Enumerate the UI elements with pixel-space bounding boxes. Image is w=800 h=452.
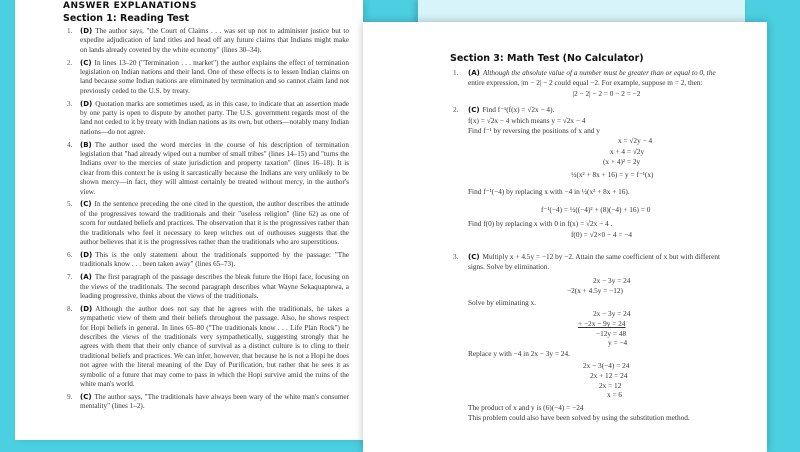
explanation-line: The product of x and y is (6)(−4) = −24 <box>468 402 584 412</box>
answer-choice: (C) <box>80 200 92 209</box>
item-number: 2. <box>67 58 73 67</box>
item-number: 9. <box>67 392 73 401</box>
answer-item <box>67 100 349 138</box>
answer-item <box>67 393 349 412</box>
equation: −12y = 48 <box>596 328 627 338</box>
explanation <box>80 393 349 412</box>
item-number: 5. <box>67 200 73 209</box>
explanation-text: The first paragraph of the passage describes the bleak future the Hopi face, focusing on the views of the traditionals. The second paragraph describes what Wayne Sekaquaptewa, a leading progressive, thinks about the views of the traditionals. <box>80 273 349 300</box>
explanation-text: This is the only statement about the traditionals supported by the passage: "The traditionals know . . . been taken away" (lines 65–73). <box>80 250 349 269</box>
item-number: 4. <box>67 140 73 149</box>
equation: f(0) = √2×0 − 4 = −4 <box>571 229 633 239</box>
equation: + −2x − 9y = 24 <box>578 319 626 329</box>
item-number: 3. <box>67 99 73 108</box>
answer-choice: (C) <box>468 252 480 261</box>
answer-choice: (B) <box>80 140 92 149</box>
answer-2 <box>453 105 745 115</box>
explanation-text: The author used the word mercies in the course of his description of termination legislation that "had already wiped out a number of small tribes" (lines 14–15) and "turns the Indians over to the mercies of state jurisdiction and property taxation" (lines 16–18). It is clear from this context he is using it sarcastically because the Indians are very unlikely to be shown mercy—in fact, they will almost certainly be treated without mercy, in the author's view. <box>80 140 349 196</box>
equation: 2x + 12 = 24 <box>590 371 628 381</box>
answer-item <box>67 27 349 55</box>
equation: f⁻¹(−4) = ½((−4)² + (8)(−4) + 16) = 0 <box>541 204 651 214</box>
answer-choice: (D) <box>80 304 93 313</box>
explanation-line: signs. Solve by elimination. <box>468 262 550 272</box>
explanation-line: Find f(0) by replacing x with 0 in f(x) = √2x − 4 . <box>468 218 613 228</box>
answer-choice: (D) <box>80 27 93 35</box>
explanation <box>80 251 349 270</box>
equation: x + 4 = √2y <box>610 146 645 156</box>
section-heading: Section 3: Math Test (No Calculator) <box>450 53 644 64</box>
equation: |2 − 2| − 2 = 0 − 2 = −2 <box>572 88 641 98</box>
explanation <box>80 100 349 138</box>
explanation-text: Quotation marks are sometimes used, as in this case, to indicate that an assertion made by one party is open to dispute by another party. The U.S. government regards most of the land not ceded to it by treaty with Indian nations as its own, but others—notably many Indian nations—do not agree. <box>80 99 349 136</box>
explanation <box>80 273 349 301</box>
answer-choice: (C) <box>80 58 92 67</box>
explanation <box>80 200 349 247</box>
explanation-line: Find f⁻¹(−4) by replacing x with −4 in ½(x² + 8x + 16). <box>468 186 630 196</box>
explanation-text: In the sentence preceding the one cited in the question, the author describes the attitude of the progressives toward the traditionals and their "useless religion" (line 62) as one of scorn for outdated beliefs and practices. The observation that it is the progressives rather than the traditionals who feel it necessary to keep witches out of outhouses suggests that the author believes that it is the progressives rather than the traditionals who are superstitious. <box>80 200 349 247</box>
answer-choice: (A) <box>468 69 480 77</box>
equation: (x + 4)² = 2y <box>603 157 641 167</box>
explanation <box>80 59 349 97</box>
equation: 2x − 3y = 24 <box>593 308 631 318</box>
explanation-line: entire expression, |m − 2| − 2 could equal −2. For example, suppose m = 2, then: <box>468 78 703 88</box>
answer-choice: (C) <box>468 106 480 115</box>
reading-answers-page <box>15 0 363 440</box>
equation: ½(x² + 8x + 16) = y = f⁻¹(x) <box>571 169 654 179</box>
equation: −2(x + 4.5y = −12) <box>567 286 623 296</box>
explanation-text: The author says, "the Court of Claims . . . was set up not to administer justice but to expedite adjudication of land titles and head off any future claims that Indians might make on lands already coveted by the white economy" (lines 30–34). <box>80 27 349 54</box>
item-number: 3. <box>453 251 459 261</box>
item-number: 2. <box>453 105 459 115</box>
answer-item <box>67 141 349 197</box>
item-number: 1. <box>67 27 73 35</box>
answer-item <box>67 273 349 301</box>
explanation-text: The author says, "The traditionals have always been wary of the white man's consumer mentality" (lines 1–2). <box>80 392 349 411</box>
answer-list <box>453 68 745 424</box>
explanation <box>80 305 349 390</box>
answer-3 <box>453 252 745 262</box>
answer-1 <box>453 68 745 78</box>
answer-choice: (C) <box>80 392 92 401</box>
equation: x = 6 <box>607 390 623 400</box>
section-heading: Section 1: Reading Test <box>63 13 189 24</box>
explanation <box>80 27 349 55</box>
answer-item <box>67 251 349 270</box>
page-title: ANSWER EXPLANATIONS <box>63 1 197 11</box>
answer-item <box>67 200 349 247</box>
explanation-line: Replace y with −4 in 2x − 3y = 24. <box>468 348 570 358</box>
item-number: 6. <box>67 250 73 259</box>
explanation-line: This problem could also have been solved by using the substitution method. <box>468 413 690 423</box>
equation: x = √2y − 4 <box>618 136 653 146</box>
item-number: 8. <box>67 304 73 313</box>
answer-list <box>67 27 349 415</box>
answer-choice: (A) <box>80 273 92 282</box>
answer-choice: (D) <box>80 250 93 259</box>
answer-choice: (D) <box>80 99 93 108</box>
explanation-line: Find f⁻¹ by reversing the positions of x and y <box>468 125 600 135</box>
explanation-text: In lines 13–20 ("Termination . . . market") the author explains the effect of termination legislation on Indian nations and their land. One of these effects is to lessen Indian claims on land because some Indian nations are eliminated by termination and so cannot claim land not previously ceded to the U.S. by treaty. <box>80 58 349 95</box>
explanation-line: Multiply x + 4.5y = −12 by −2. Attain the same coefficient of x but with different <box>482 251 721 261</box>
item-number: 7. <box>67 273 73 282</box>
explanation-line: f(x) = √2x − 4 which means y = √2x − 4 <box>468 115 586 125</box>
equation: y = −4 <box>608 338 628 348</box>
item-number: 1. <box>453 68 459 77</box>
explanation-line: Although the absolute value of a number must be greater than or equal to 0, the <box>482 68 716 77</box>
equation: 2x − 3y = 24 <box>593 275 631 285</box>
answer-item <box>67 305 349 390</box>
explanation-text: Although the author does not say that he agrees with the traditionals, he takes a sympathetic view of them and their beliefs throughout the passage. Also, he shows respect for Hopi beliefs in general. In lines 65–80 ("The traditionals know . . . Life Plan Rock") he describes the views of the traditionals very sympathetically, suggesting strongly that he agrees with them that their only chance of survival as a distinct culture is to cling to their traditional beliefs and practices. We can infer, however, that because he is not a Hopi he does not agree with the literal meaning of the Day of Purification, but rather that he sees it as symbolic of a future that may come to pass in which the Hopi survive amid the ruins of the white man's world. <box>80 304 349 388</box>
answer-item <box>67 59 349 97</box>
equation: 2x − 3(−4) = 24 <box>583 361 630 371</box>
explanation-line: Find f⁻¹(f(x) = √2x − 4). <box>482 105 555 115</box>
explanation-line: Solve by eliminating x. <box>468 298 537 308</box>
explanation <box>80 141 349 197</box>
equation: 2x = 12 <box>599 380 622 390</box>
math-answers-page <box>363 22 767 452</box>
